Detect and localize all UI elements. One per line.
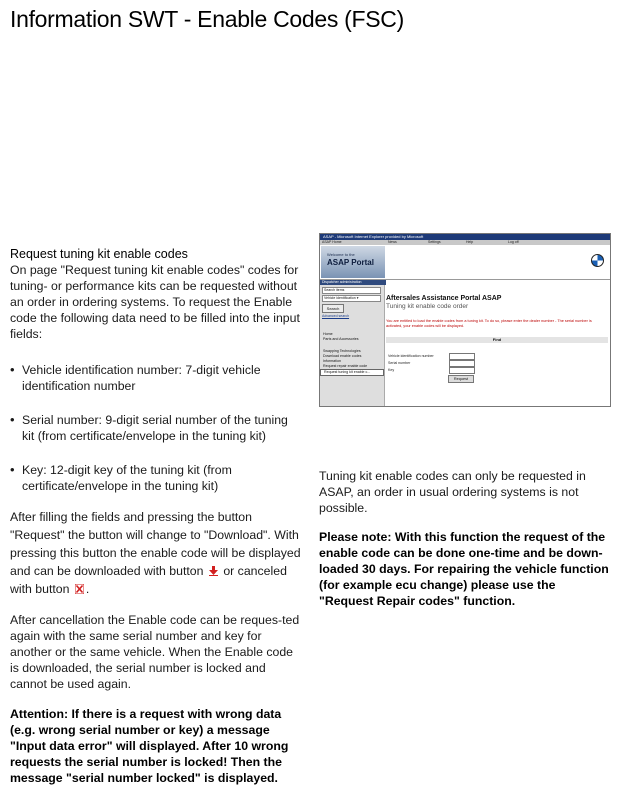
- after-fill-text-3: .: [85, 582, 90, 596]
- after-fill-text-2: or canceled with button: [10, 564, 287, 596]
- menu-item-settings[interactable]: Settings: [428, 240, 441, 244]
- page-title: Information SWT - Enable Codes (FSC): [10, 6, 404, 32]
- find-bar: Find: [386, 337, 608, 343]
- sidebar-item-home[interactable]: Home: [323, 332, 333, 336]
- menu-item-logoff[interactable]: Log off: [508, 240, 519, 244]
- welcome-text: Welcome to the: [327, 252, 355, 257]
- key-label: Key: [388, 368, 395, 372]
- key-input[interactable]: [449, 367, 475, 374]
- right-column: [319, 456, 611, 621]
- bullet-key: • Key: 12-digit key of the tuning kit (from certificate/envelope in the tuning kit): [10, 462, 302, 494]
- portal-content: [386, 285, 608, 406]
- intro-paragraph: On page "Request tuning kit enable codes" codes for tuning- or performance kits can be requested without an order in ordering systems. To request the Enable code the following data need to be filled into the input fields:: [10, 263, 300, 341]
- admin-bar: Dispatcher administration: [320, 280, 386, 285]
- sidebar-item-repair[interactable]: Request repair enable code: [323, 364, 368, 368]
- asap-logo: [321, 246, 385, 278]
- serial-label: Serial number: [388, 361, 411, 365]
- menu-item-help[interactable]: Help: [466, 240, 474, 244]
- sidebar-search-button[interactable]: Search: [322, 304, 344, 313]
- menu-item-home[interactable]: ASAP Home: [322, 240, 342, 244]
- browser-titlebar: ASAP - Microsoft Internet Explorer provided by Microsoft: [320, 234, 610, 240]
- download-icon: [209, 566, 218, 576]
- please-note-paragraph: Please note: With this function the request of the enable code can be done one-time and be down-loaded 30 days. For repairing the vehicle function (for example ecu change) please use the "Request Repair codes" function.: [319, 529, 609, 608]
- sidebar-item-information[interactable]: Information: [323, 359, 341, 363]
- portal-sidebar: [320, 285, 385, 406]
- attention-paragraph: Attention: If there is a request with wrong data (e.g. wrong serial number or key) a message "Input data error" will displayed. After 10 wrong requests the serial number is locked! Then the message "serial number locked" is displayed.: [10, 707, 289, 785]
- sidebar-item-download[interactable]: Download enable codes: [323, 354, 362, 358]
- portal-heading: Aftersales Assistance Portal ASAP: [386, 295, 502, 302]
- after-fill-text-1: After filling the fields and pressing the button "Request" the button will change to "Download". With pressing this button the enable code will be displayed and can be downloaded with button: [10, 510, 301, 578]
- sidebar-item-parts[interactable]: Parts and Accessories: [323, 337, 359, 341]
- request-button[interactable]: Request: [448, 375, 474, 383]
- bmw-logo-icon: [591, 254, 604, 267]
- left-column: [10, 246, 302, 786]
- section-heading: Request tuning kit enable codes: [10, 247, 188, 261]
- asap-only-paragraph: Tuning kit enable codes can only be requested in ASAP, an order in usual ordering systems is not possible.: [319, 469, 586, 516]
- advanced-search-link[interactable]: Advanced search: [322, 314, 350, 318]
- sidebar-search-input[interactable]: Search items: [322, 287, 381, 294]
- serial-input[interactable]: [449, 360, 475, 367]
- vin-label: Vehicle identification number: [388, 354, 434, 358]
- portal-subheading: Tuning kit enable code order: [386, 303, 469, 310]
- bullet-serial-number: • Serial number: 9-digit serial number of the tuning kit (from certificate/envelope in the tuning kit): [10, 412, 302, 444]
- input-fields-list: [10, 362, 302, 494]
- vin-input[interactable]: [449, 353, 475, 360]
- after-fill-paragraph: [10, 508, 302, 598]
- asap-portal-screenshot: [319, 233, 611, 407]
- cancel-icon: [75, 584, 84, 594]
- menu-item-news[interactable]: News: [388, 240, 397, 244]
- portal-name: ASAP Portal: [327, 258, 374, 267]
- cancellation-paragraph: After cancellation the Enable code can be reques-ted again with the same serial number and key for another or the same vehicle. When the Enable code is downloaded, the serial number is locked and cannot be used again.: [10, 613, 300, 691]
- sidebar-select[interactable]: Vehicle identification ▾: [322, 295, 381, 302]
- bullet-vin: • Vehicle identification number: 7-digit vehicle identification number: [10, 362, 302, 394]
- sidebar-item-swapping[interactable]: Swapping Technologies: [323, 349, 361, 353]
- portal-description: You are entitled to load the enable codes from a tuning kit. To do so, please enter the dealer number - The serial number is activated, your enable codes will be displayed.: [386, 319, 592, 328]
- sidebar-item-tuning[interactable]: Request tuning kit enable c...: [320, 369, 384, 376]
